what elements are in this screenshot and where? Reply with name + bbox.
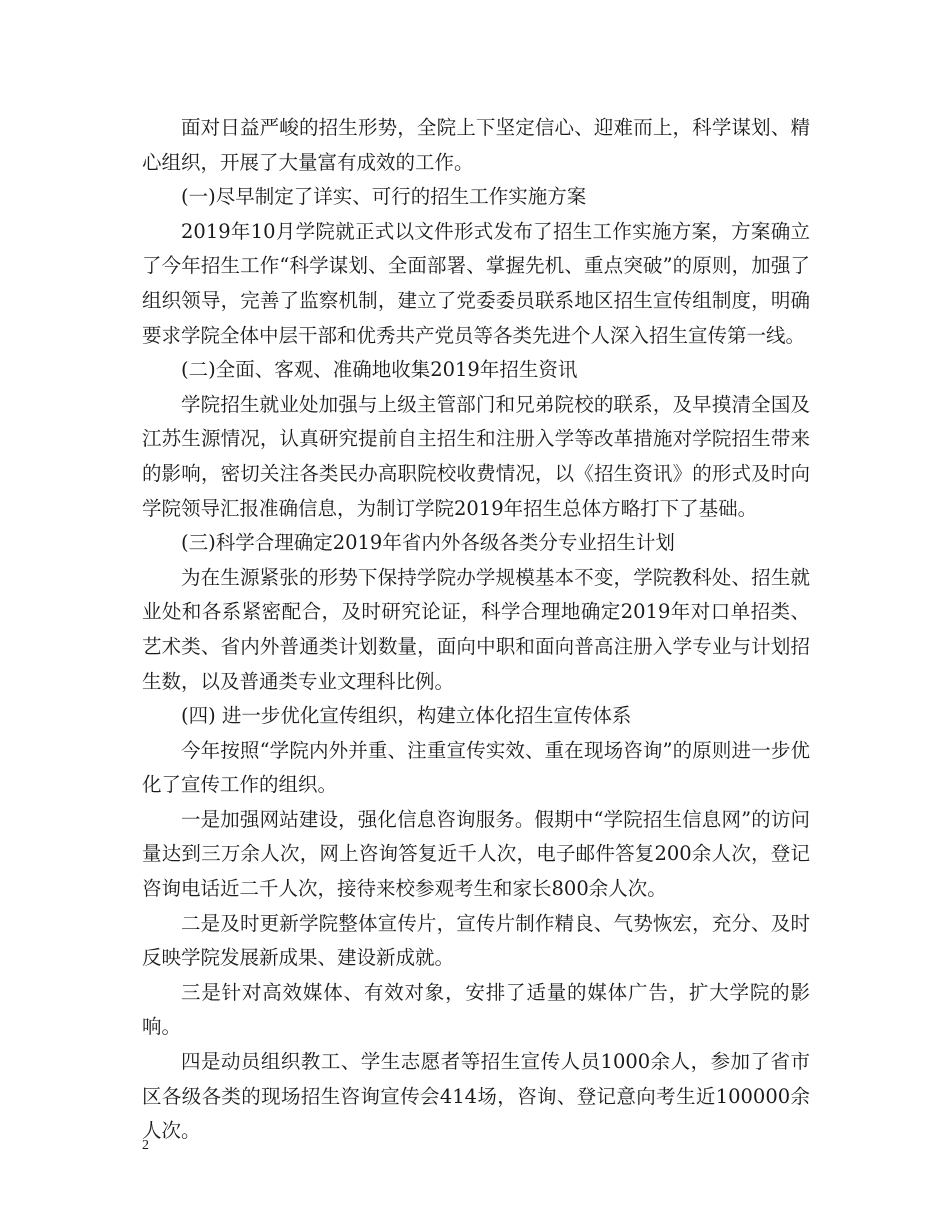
paragraph-section-1: 2019年10月学院就正式以文件形式发布了招生工作实施方案，方案确立了今年招生工作“科学谋划、全面部署、掌握先机、重点突破”的原则，加强了组织领导，完善了监察机制，建立了党委委员联系地区招生宣传组制度，明确要求学院全体中层干部和优秀共产党员等各类先进个人深入招生宣传第一线。 <box>142 219 810 347</box>
paragraph-intro: 面对日益严峻的招生形势，全院上下坚定信心、迎难而上，科学谋划、精心组织，开展了大量富有成效的工作。 <box>142 116 810 174</box>
section-heading-4: (四) 进一步优化宣传组织，构建立体化招生宣传体系 <box>181 704 632 728</box>
section-heading-2: (二)全面、客观、准确地收集2019年招生资讯 <box>181 358 578 382</box>
paragraph-point-4: 四是动员组织教工、学生志愿者等招生宣传人员1000余人，参加了省市区各级各类的现场招生咨询宣传会414场，咨询、登记意向考生近100000余人次。 <box>142 1050 810 1143</box>
paragraph-section-4-intro: 今年按照“学院内外并重、注重宣传实效、重在现场咨询”的原则进一步优化了宣传工作的组织。 <box>142 738 810 797</box>
section-heading-1: (一)尽早制定了详实、可行的招生工作实施方案 <box>181 185 587 209</box>
paragraph-point-2: 二是及时更新学院整体宣传片，宣传片制作精良、气势恢宏，充分、及时反映学院发展新成果、建设新成就。 <box>142 911 810 970</box>
section-heading-3: (三)科学合理确定2019年省内外各级各类分专业招生计划 <box>181 531 675 555</box>
document-body <box>142 111 810 1149</box>
paragraph-section-3: 为在生源紧张的形势下保持学院办学规模基本不变，学院教科处、招生就业处和各系紧密配合，及时研究论证，科学合理地确定2019年对口单招类、艺术类、省内外普通类计划数量，面向中职和面向普高注册入学专业与计划招生数，以及普通类专业文理科比例。 <box>142 565 810 693</box>
paragraph-point-3: 三是针对高效媒体、有效对象，安排了适量的媒体广告，扩大学院的影响。 <box>142 980 810 1039</box>
paragraph-point-1: 一是加强网站建设，强化信息咨询服务。假期中“学院招生信息网”的访问量达到三万余人次，网上咨询答复近千人次，电子邮件答复200余人次，登记咨询电话近二千人次，接待来校参观考生和家长800余人次。 <box>142 807 810 901</box>
paragraph-section-2: 学院招生就业处加强与上级主管部门和兄弟院校的联系，及早摸清全国及江苏生源情况，认真研究提前自主招生和注册入学等改革措施对学院招生带来的影响，密切关注各类民办高职院校收费情况，以《招生资讯》的形式及时向学院领导汇报准确信息，为制订学院2019年招生总体方略打下了基础。 <box>142 392 810 520</box>
page-number: 2 <box>142 1138 149 1153</box>
